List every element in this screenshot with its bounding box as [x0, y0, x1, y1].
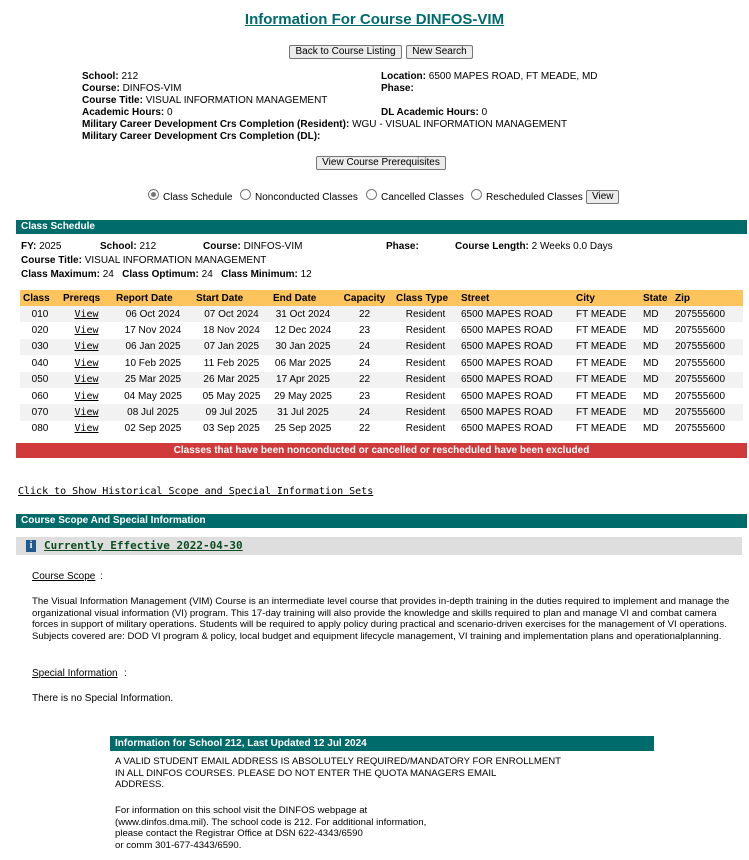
cell-report-date: 08 Jul 2025	[127, 407, 179, 419]
column-header-end-date: End Date	[270, 290, 336, 306]
currently-effective-link[interactable]: Currently Effective 2022-04-30	[44, 539, 243, 552]
cell-start-date: 18 Nov 2024	[203, 325, 260, 337]
radio-cancelled-label: Cancelled Classes	[381, 192, 464, 203]
cell-start-date: 05 May 2025	[202, 390, 261, 402]
schedule-school-value: 212	[139, 241, 157, 252]
table-row	[20, 404, 743, 420]
course-title-row	[82, 95, 327, 106]
currently-effective-bar[interactable]	[16, 537, 742, 555]
cell-city: FT MEADE	[576, 325, 627, 337]
prereqs-view-link[interactable]: View	[74, 325, 99, 337]
cell-prereqs	[60, 404, 113, 420]
column-header-state: State	[640, 290, 672, 306]
column-header-class-type: Class Type	[393, 290, 458, 306]
class-maximum-label: Class Maximum:	[21, 269, 100, 280]
special-information-text: There is no Special Information.	[32, 693, 174, 704]
radio-cancelled[interactable]	[366, 189, 377, 200]
class-schedule-table	[20, 290, 743, 437]
mcd-dl-row	[82, 131, 320, 142]
cell-start-date: 09 Jul 2025	[205, 407, 258, 419]
course-value: DINFOS-VIM	[122, 83, 182, 94]
class-minimum-label: Class Minimum:	[221, 269, 298, 280]
cell-zip: 207555600	[675, 308, 726, 320]
schedule-title-label: Course Title:	[21, 255, 82, 266]
view-course-prerequisites-button[interactable]: View Course Prerequisites	[316, 156, 446, 170]
prereqs-view-link[interactable]: View	[74, 407, 99, 419]
schedule-course-label: Course:	[203, 241, 241, 252]
column-header-class: Class	[20, 290, 60, 306]
radio-rescheduled-label: Rescheduled Classes	[486, 192, 583, 203]
school-label: School:	[82, 71, 119, 82]
cell-zip: 207555600	[675, 341, 726, 353]
column-header-start-date: Start Date	[193, 290, 270, 306]
school-value: 212	[121, 71, 139, 82]
cell-street: 6500 MAPES ROAD	[461, 325, 553, 337]
cell-end-date: 31 Jul 2025	[277, 407, 329, 419]
table-row	[20, 388, 743, 404]
prereqs-view-link[interactable]: View	[74, 390, 99, 402]
radio-nonconducted-label: Nonconducted Classes	[255, 192, 358, 203]
school-contact-info: For information on this school visit the DINFOS webpage at (www.dinfos.dma.mil). The school code is 212. For additional information, please contact the Registrar Office at DSN 622-4343/6590 or comm 301-677-4343/6590.	[115, 805, 427, 851]
cell-start-date: 26 Mar 2025	[203, 374, 260, 386]
cell-report-date: 06 Oct 2024	[125, 308, 181, 320]
cell-street: 6500 MAPES ROAD	[461, 423, 553, 435]
cell-prereqs	[60, 421, 113, 437]
radio-rescheduled[interactable]	[471, 189, 482, 200]
cell-state: MD	[643, 423, 659, 435]
cell-street: 6500 MAPES ROAD	[461, 390, 553, 402]
cell-class-type: Resident	[405, 390, 446, 402]
cell-capacity: 23	[358, 325, 371, 337]
school-row	[82, 71, 138, 82]
cell-capacity: 22	[358, 423, 371, 435]
cell-end-date: 25 Sep 2025	[274, 423, 332, 435]
course-title-label: Course Title:	[82, 95, 143, 106]
class-limits-field	[21, 269, 312, 280]
cell-prereqs	[60, 355, 113, 371]
course-scope-header: Course Scope And Special Information	[16, 514, 747, 528]
cell-zip: 207555600	[675, 407, 726, 419]
cell-report-date: 25 Mar 2025	[124, 374, 182, 386]
table-row	[20, 372, 743, 388]
fy-field	[21, 241, 61, 252]
cell-class-type: Resident	[405, 374, 446, 386]
cell-street: 6500 MAPES ROAD	[461, 374, 553, 386]
location-row	[381, 71, 598, 82]
prereqs-view-link[interactable]: View	[74, 357, 99, 369]
class-optimum-value: 24	[201, 269, 213, 280]
table-header-row	[20, 290, 743, 306]
column-header-capacity: Capacity	[336, 290, 393, 306]
column-header-zip: Zip	[672, 290, 743, 306]
cell-start-date: 03 Sep 2025	[203, 423, 260, 435]
academic-hours-label: Academic Hours:	[82, 107, 165, 118]
cell-end-date: 31 Oct 2024	[275, 308, 331, 320]
prereqs-view-link[interactable]: View	[74, 341, 99, 353]
schedule-school-label: School:	[100, 241, 137, 252]
table-row	[20, 355, 743, 371]
cell-end-date: 30 Jan 2025	[275, 341, 331, 353]
cell-prereqs	[60, 388, 113, 404]
column-header-report-date: Report Date	[113, 290, 193, 306]
prereqs-view-link[interactable]: View	[74, 308, 99, 320]
cell-capacity: 24	[358, 357, 371, 369]
cell-zip: 207555600	[675, 423, 726, 435]
schedule-title-value: VISUAL INFORMATION MANAGEMENT	[84, 255, 267, 266]
cell-street: 6500 MAPES ROAD	[461, 308, 553, 320]
course-label: Course:	[82, 83, 120, 94]
cell-state: MD	[643, 308, 659, 320]
cell-state: MD	[643, 341, 659, 353]
schedule-course-field	[203, 241, 302, 252]
cell-class: 040	[31, 357, 49, 369]
special-information-label-text: Special Information	[32, 668, 118, 679]
cell-street: 6500 MAPES ROAD	[461, 357, 553, 369]
dl-hours-row	[381, 107, 487, 118]
cell-state: MD	[643, 390, 659, 402]
dl-hours-label: DL Academic Hours:	[381, 107, 479, 118]
cell-class: 080	[31, 423, 49, 435]
excluded-classes-note: Classes that have been nonconducted or cancelled or rescheduled have been excluded	[16, 443, 747, 458]
special-information-colon: :	[124, 668, 127, 679]
column-header-prereqs: Prereqs	[60, 290, 113, 306]
cell-state: MD	[643, 325, 659, 337]
radio-class-schedule-label: Class Schedule	[163, 192, 233, 203]
cell-class-type: Resident	[405, 357, 446, 369]
new-search-button[interactable]: New Search	[406, 45, 473, 59]
schedule-course-value: DINFOS-VIM	[243, 241, 303, 252]
table-row	[20, 306, 743, 322]
cell-class: 070	[31, 407, 49, 419]
cell-report-date: 17 Nov 2024	[124, 325, 182, 337]
cell-prereqs	[60, 306, 113, 322]
cell-capacity: 22	[358, 308, 371, 320]
schedule-phase-label: Phase:	[386, 241, 419, 252]
location-value: 6500 MAPES ROAD, FT MEADE, MD	[428, 71, 598, 82]
course-length-value: 2 Weeks 0.0 Days	[531, 241, 613, 252]
mcd-resident-value: WGU - VISUAL INFORMATION MANAGEMENT	[352, 119, 568, 130]
academic-hours-row	[82, 107, 173, 118]
cell-end-date: 29 May 2025	[274, 390, 332, 402]
cell-class: 030	[31, 341, 49, 353]
school-email-notice: A VALID STUDENT EMAIL ADDRESS IS ABSOLUTELY REQUIRED/MANDATORY FOR ENROLLMENT IN ALL DINFOS COURSES. PLEASE DO NOT ENTER THE QUOTA MANAGERS EMAIL ADDRESS.	[115, 756, 562, 791]
cell-class-type: Resident	[405, 325, 446, 337]
school-info-header: Information for School 212, Last Updated 12 Jul 2024	[110, 736, 654, 751]
radio-nonconducted[interactable]	[240, 189, 251, 200]
column-header-city: City	[573, 290, 640, 306]
course-length-field	[455, 241, 613, 252]
cell-prereqs	[60, 339, 113, 355]
phase-row	[381, 83, 414, 94]
cell-city: FT MEADE	[576, 341, 627, 353]
course-title-value: VISUAL INFORMATION MANAGEMENT	[145, 95, 328, 106]
dl-hours-value: 0	[481, 107, 488, 118]
radio-class-schedule[interactable]	[148, 189, 159, 200]
cell-city: FT MEADE	[576, 407, 627, 419]
cell-zip: 207555600	[675, 374, 726, 386]
class-schedule-header: Class Schedule	[16, 220, 747, 234]
cell-start-date: 11 Feb 2025	[203, 357, 260, 369]
historical-scope-link[interactable]: Click to Show Historical Scope and Special Information Sets	[18, 486, 374, 497]
cell-class: 020	[31, 325, 49, 337]
page-title: Information For Course DINFOS-VIM	[244, 11, 505, 28]
mcd-resident-label: Military Career Development Crs Completion (Resident):	[82, 119, 350, 130]
cell-capacity: 24	[358, 341, 371, 353]
cell-report-date: 06 Jan 2025	[125, 341, 181, 353]
cell-prereqs	[60, 322, 113, 338]
course-scope-text: The Visual Information Management (VIM) Course is an intermediate level course that provides in-depth training in the duties required to implement and manage the organizational visual information (VI) program. This 17-day training will also provide the knowledge and skills required to plan and manage VI and combat camera forces in support of military operations. Students will be required to apply policy during practical and scenario-driven exercises for the management of VI operations. Subjects covered are: DOD VI program & policy, local budget and equipment lifecycle management, VI training and implementation plans and operationalplanning.	[32, 596, 730, 643]
mcd-dl-label: Military Career Development Crs Completion (DL):	[82, 131, 321, 142]
schedule-phase-field	[386, 241, 419, 252]
cell-class: 050	[31, 374, 49, 386]
cell-street: 6500 MAPES ROAD	[461, 407, 553, 419]
cell-zip: 207555600	[675, 325, 726, 337]
cell-street: 6500 MAPES ROAD	[461, 341, 553, 353]
cell-end-date: 06 Mar 2025	[274, 357, 332, 369]
cell-zip: 207555600	[675, 390, 726, 402]
table-row	[20, 421, 743, 437]
location-label: Location:	[381, 71, 426, 82]
cell-report-date: 10 Feb 2025	[124, 357, 182, 369]
mcd-resident-row	[82, 119, 567, 130]
prereqs-view-link[interactable]: View	[74, 374, 99, 386]
cell-capacity: 24	[358, 407, 371, 419]
cell-class-type: Resident	[405, 407, 446, 419]
cell-class-type: Resident	[405, 308, 446, 320]
cell-class: 060	[31, 390, 49, 402]
course-scope-colon: :	[100, 571, 103, 582]
cell-start-date: 07 Jan 2025	[203, 341, 260, 353]
table-row	[20, 322, 743, 338]
cell-zip: 207555600	[675, 357, 726, 369]
class-minimum-value: 12	[300, 269, 312, 280]
cell-report-date: 02 Sep 2025	[124, 423, 182, 435]
cell-capacity: 23	[358, 390, 371, 402]
prereqs-view-link[interactable]: View	[74, 423, 99, 435]
class-maximum-value: 24	[102, 269, 114, 280]
table-row	[20, 339, 743, 355]
cell-capacity: 22	[358, 374, 371, 386]
course-row	[82, 83, 181, 94]
info-icon: i	[26, 540, 36, 552]
cell-report-date: 04 May 2025	[124, 390, 182, 402]
course-scope-label	[32, 571, 95, 582]
cell-city: FT MEADE	[576, 390, 627, 402]
cell-prereqs	[60, 372, 113, 388]
cell-class-type: Resident	[405, 423, 446, 435]
cell-city: FT MEADE	[576, 357, 627, 369]
cell-city: FT MEADE	[576, 374, 627, 386]
phase-label: Phase:	[381, 83, 414, 94]
cell-end-date: 12 Dec 2024	[274, 325, 332, 337]
schedule-school-field	[100, 241, 156, 252]
cell-end-date: 17 Apr 2025	[276, 374, 330, 386]
cell-start-date: 07 Oct 2024	[204, 308, 259, 320]
class-optimum-label: Class Optimum:	[122, 269, 199, 280]
column-header-street: Street	[458, 290, 573, 306]
special-information-label	[32, 668, 118, 679]
course-scope-label-text: Course Scope	[32, 571, 96, 582]
academic-hours-value: 0	[167, 107, 173, 118]
cell-state: MD	[643, 374, 659, 386]
cell-state: MD	[643, 357, 659, 369]
view-filter-button[interactable]: View	[586, 190, 619, 204]
cell-city: FT MEADE	[576, 308, 627, 320]
cell-class-type: Resident	[405, 341, 446, 353]
fy-value: 2025	[39, 241, 62, 252]
course-length-label: Course Length:	[455, 241, 529, 252]
cell-state: MD	[643, 407, 659, 419]
back-to-course-listing-button[interactable]: Back to Course Listing	[289, 45, 402, 59]
cell-city: FT MEADE	[576, 423, 627, 435]
cell-class: 010	[31, 308, 49, 320]
fy-label: FY:	[21, 241, 37, 252]
schedule-title-field	[21, 255, 266, 266]
